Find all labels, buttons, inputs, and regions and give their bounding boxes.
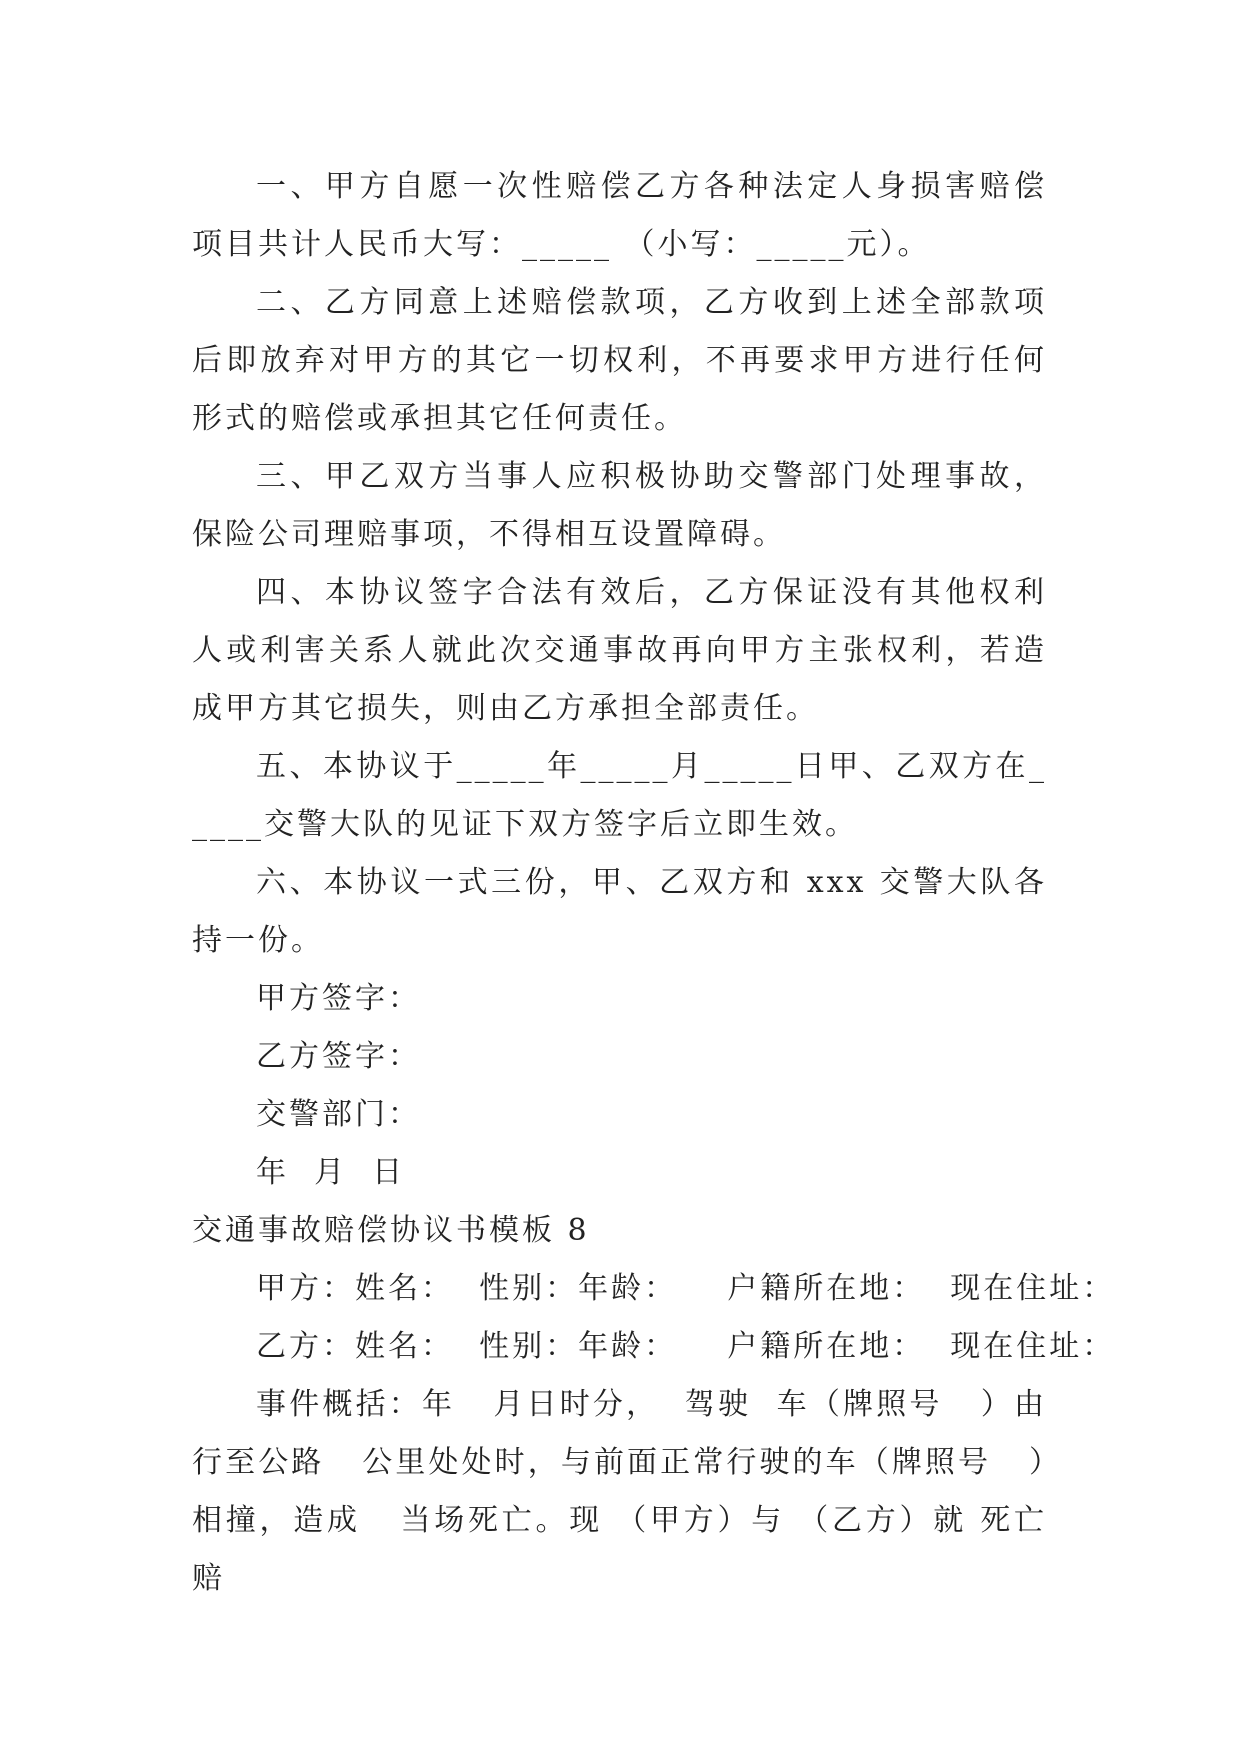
party-a-signature: 甲方签字： [256,981,421,1016]
party-a-info: 甲方：姓名： 性别：年龄： 户籍所在地： 现在住址： [256,1271,1116,1306]
event-summary: 事件概括：年 月日时分， 驾驶 车（牌照号 ）由行至公路 公里处处时，与前面正常行驶的车（牌照号 ）相撞，造成 当场死亡。现 （甲方）与 （乙方）就 死亡赔 [192,1387,1047,1596]
police-signature: 交警部门： [256,1097,421,1132]
clause-6: 六、本协议一式三份，甲、乙双方和 xxx 交警大队各持一份。 [192,865,1047,958]
party-b-info: 乙方：姓名： 性别：年龄： 户籍所在地： 现在住址： [256,1329,1116,1364]
signature-date: 年 月 日 [256,1155,406,1190]
clause-3: 三、甲乙双方当事人应积极协助交警部门处理事故，保险公司理赔事项，不得相互设置障碍。 [192,459,1047,552]
clause-2: 二、乙方同意上述赔偿款项，乙方收到上述全部款项后即放弃对甲方的其它一切权利，不再要求甲方进行任何形式的赔偿或承担其它任何责任。 [192,285,1047,436]
template-title: 交通事故赔偿协议书模板 8 [192,1213,590,1248]
clause-5: 五、本协议于_____年_____月_____日甲、乙双方在_____交警大队的见证下双方签字后立即生效。 [192,749,1047,842]
party-b-signature: 乙方签字： [256,1039,421,1074]
clause-4: 四、本协议签字合法有效后，乙方保证没有其他权利人或利害关系人就此次交通事故再向甲方主张权利，若造成甲方其它损失，则由乙方承担全部责任。 [192,575,1047,726]
document-page [192,158,1116,1608]
clause-1: 一、甲方自愿一次性赔偿乙方各种法定人身损害赔偿项目共计人民币大写：_____ （小写：_____元）。 [192,169,1047,262]
